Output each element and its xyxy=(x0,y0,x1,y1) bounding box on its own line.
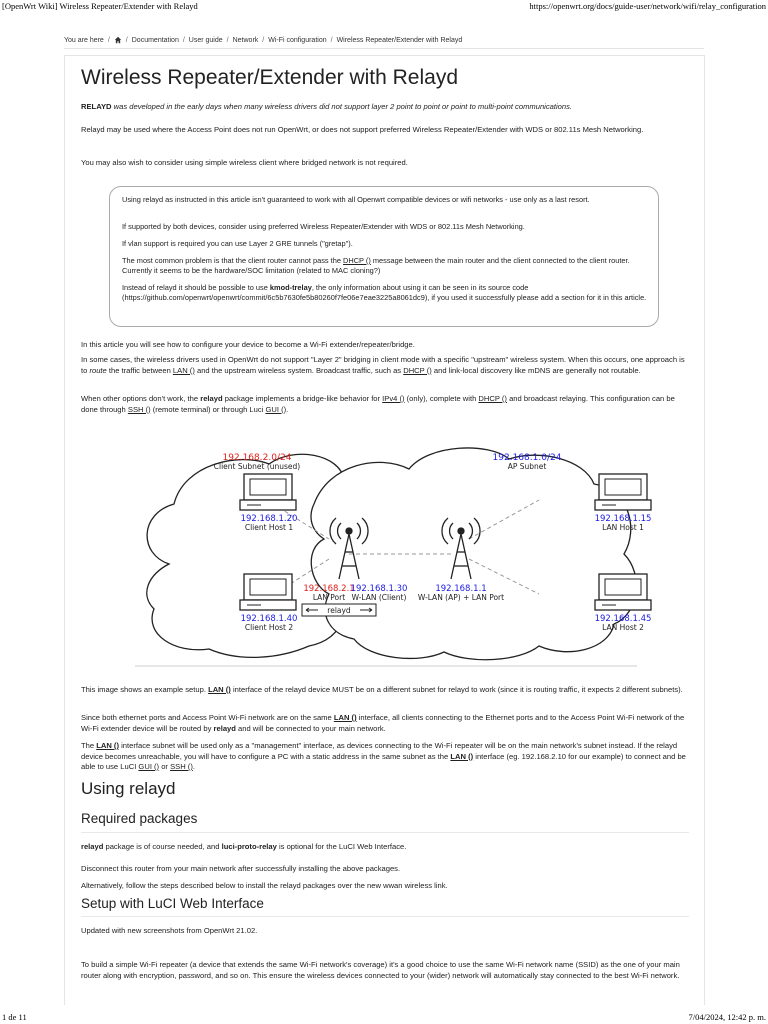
breadcrumb-separator: / xyxy=(107,36,110,44)
print-page-title: [OpenWrt Wiki] Wireless Repeater/Extender with Relayd xyxy=(2,1,198,11)
breadcrumb-documentation[interactable]: Documentation xyxy=(131,36,179,44)
relay-lan-port-label: LAN Port xyxy=(312,593,346,602)
breadcrumb-current-page[interactable]: Wireless Repeater/Extender with Relayd xyxy=(336,36,463,44)
body-text: the traffic between xyxy=(106,365,173,375)
home-icon[interactable] xyxy=(114,36,122,44)
required-packages-paragraph-1 xyxy=(81,842,691,853)
ap-label: W-LAN (AP) + LAN Port xyxy=(417,593,505,602)
body-text: interface of the relayd device MUST be on a different subnet for relayd to work (since it is routing traffic, it expects 2 different subnets). xyxy=(230,685,683,694)
body-paragraph-1: In this article you will see how to configure your device to become a Wi-Fi extender/repeater/bridge. xyxy=(81,340,415,349)
required-packages-paragraph-2: Disconnect this router from your main network after successfully installing the above packages. xyxy=(81,864,401,873)
warning-line-5 xyxy=(122,283,647,303)
kmod-trelay-name: kmod-trelay xyxy=(269,283,312,292)
intro-paragraph-3: You may also wish to consider using simple wireless client where bridged network is not required. xyxy=(81,158,408,167)
lan-link[interactable]: LAN () xyxy=(208,685,231,694)
print-footer xyxy=(0,1010,768,1024)
body-text: In some cases, the wireless drivers used in OpenWrt do not support "Layer 2" bridging in client mode with a specific "upstream" wireless system. When this occurs, one approach is to xyxy=(81,355,685,375)
network-diagram-svg xyxy=(129,434,652,669)
client-host-2-label: Client Host 2 xyxy=(244,623,294,632)
body-text: package is of course needed, and xyxy=(103,842,222,851)
setup-paragraph-1: Updated with new screenshots from OpenWrt 21.02. xyxy=(81,926,258,935)
breadcrumb-network[interactable]: Network xyxy=(232,36,259,44)
warning-line-1: Using relayd as instructed in this article isn't guaranteed to work with all Openwrt compatible devices or wifi networks - use only as a last resort. xyxy=(122,195,590,204)
print-header xyxy=(0,0,768,12)
breadcrumb-user-guide[interactable]: User guide xyxy=(188,36,223,44)
ipv4-link[interactable]: IPv4 () xyxy=(382,394,405,403)
client-host-1-ip: 192.168.1.20 xyxy=(240,514,298,524)
after-paragraph-3 xyxy=(81,741,691,773)
warning-line-4 xyxy=(122,256,647,276)
relayd-name: RELAYD xyxy=(81,102,112,111)
lan-link[interactable]: LAN () xyxy=(96,741,119,750)
relay-lan-port-ip: 192.168.2.1 xyxy=(303,584,355,594)
gui-link[interactable]: GUI () xyxy=(265,404,287,414)
breadcrumb-separator: / xyxy=(330,36,333,44)
breadcrumb-separator: / xyxy=(182,36,185,44)
page-content xyxy=(64,55,705,1005)
setup-paragraph-2: To build a simple Wi-Fi repeater (a device that extends the same Wi-Fi network's coverage) it's a good choice to use the same Wi-Fi network name (SSID) as the one of your main router along with encryption, password, and so on. This ensure the wireless devices connected to your (wider) network will automatically stay connected to the best Wi-Fi network. xyxy=(81,960,680,980)
body-text: interface (eg. 192.168.2.10 for our example) to connect and be able to use LuCI xyxy=(81,751,686,771)
lan-host-1-computer-icon xyxy=(595,474,651,510)
warning-line-3: If vlan support is required you can use Layer 2 GRE tunnels ("gretap"). xyxy=(122,239,353,248)
body-text: This image shows an example setup. xyxy=(81,685,209,694)
body-text: The xyxy=(81,741,97,750)
required-packages-heading: Required packages xyxy=(81,811,198,826)
body-text: When other options don't work, the xyxy=(81,394,201,403)
lan-host-2-computer-icon xyxy=(595,574,651,610)
client-subnet-ip: 192.168.2.0/24 xyxy=(222,453,292,463)
relay-wlan-client-label: W-LAN (Client) xyxy=(351,593,407,602)
dhcp-link[interactable]: DHCP () xyxy=(478,394,507,403)
body-text: (remote terminal) or through Luci xyxy=(150,404,266,414)
lan-link[interactable]: LAN () xyxy=(333,713,357,722)
lan-host-1-label: LAN Host 1 xyxy=(602,523,644,532)
required-packages-paragraph-3: Alternatively, follow the steps described below to install the relayd packages over the new wwan wireless link. xyxy=(81,881,448,890)
after-paragraph-2 xyxy=(81,713,691,734)
ssh-link[interactable]: SSH () xyxy=(127,404,151,414)
client-host-2-ip: 192.168.1.40 xyxy=(240,614,298,624)
ap-subnet-ip: 192.168.1.0/24 xyxy=(492,453,562,463)
section-divider xyxy=(81,832,689,833)
network-diagram xyxy=(129,434,652,669)
dhcp-link[interactable]: DHCP () xyxy=(403,365,432,375)
breadcrumb-separator: / xyxy=(125,36,128,44)
lan-link[interactable]: LAN () xyxy=(172,365,195,375)
using-relayd-heading: Using relayd xyxy=(81,779,176,798)
warning-line-2: If supported by both devices, consider using preferred Wireless Repeater/Extender with WDS or 802.11s Mesh Networking. xyxy=(122,222,525,231)
breadcrumb-divider xyxy=(64,48,704,49)
breadcrumb-prefix: You are here xyxy=(64,36,104,44)
relayd-name: relayd xyxy=(200,394,223,403)
dhcp-link[interactable]: DHCP () xyxy=(343,256,371,265)
warning-line-4-end: message between the main router and the client connected to the client router. Currently it seems to be the hardware/SOC limitation (related to MAC cloning?) xyxy=(122,256,630,275)
client-host-1-computer-icon xyxy=(240,474,296,510)
setup-luci-heading: Setup with LuCI Web Interface xyxy=(81,896,264,911)
breadcrumb-separator: / xyxy=(226,36,229,44)
ssh-link[interactable]: SSH () xyxy=(170,762,193,771)
relayd-package-name: relayd xyxy=(81,842,104,851)
print-date: 7/04/2024, 12:42 p. m. xyxy=(688,1012,766,1022)
luci-proto-relay-name: luci-proto-relay xyxy=(221,842,277,851)
intro-relayd xyxy=(81,102,691,113)
relayd-label: relayd xyxy=(327,606,351,615)
route-emphasis: route xyxy=(89,365,107,375)
warning-line-5-start: Instead of relayd it should be possible to use xyxy=(122,283,270,292)
relayd-history: was developed in the early days when many wireless drivers did not support layer 2 point to point or point to multi-point communications. xyxy=(111,102,573,111)
ap-subnet-label: AP Subnet xyxy=(507,462,547,471)
lan-link[interactable]: LAN () xyxy=(450,751,474,761)
after-paragraph-1 xyxy=(81,685,691,696)
body-text: and the upstream wireless system. Broadcast traffic, such as xyxy=(194,365,404,375)
lan-host-1-ip: 192.168.1.15 xyxy=(594,514,652,524)
body-text: interface subnet will be used only as a "management" interface, as devices connecting to the Wi-Fi repeater will be on the main network's subnet instead. If the relayd device becomes unreachable, you will have to configure a PC with a static address in the same subnet as the xyxy=(81,741,678,761)
ap-ip: 192.168.1.1 xyxy=(435,584,487,594)
body-text: interface, all clients connecting to the Ethernet ports and to the Access Point Wi-Fi network of the Wi-Fi extender device will be routed by xyxy=(81,713,685,733)
body-text: (only), complete with xyxy=(404,394,479,403)
body-text: Since both ethernet ports and Access Point Wi-Fi network are on the same xyxy=(81,713,334,722)
lan-host-2-label: LAN Host 2 xyxy=(602,623,644,632)
breadcrumb xyxy=(64,36,704,44)
warning-line-4-start: The most common problem is that the client router cannot pass the xyxy=(122,256,344,265)
body-paragraph-3 xyxy=(81,394,691,415)
section-divider xyxy=(81,916,689,917)
warning-box xyxy=(109,186,659,327)
intro-paragraph-2: Relayd may be used where the Access Point does not run OpenWrt, or does not support preferred Wireless Repeater/Extender with WDS or 802.11s Mesh Networking. xyxy=(81,125,644,134)
breadcrumb-wifi-configuration[interactable]: Wi-Fi configuration xyxy=(268,36,327,44)
print-page-url: https://openwrt.org/docs/guide-user/network/wifi/relay_configuration xyxy=(529,1,766,11)
client-host-2-computer-icon xyxy=(240,574,296,610)
client-subnet-label: Client Subnet (unused) xyxy=(213,462,301,471)
body-text: and broadcast relaying. This configuration can be done through xyxy=(81,394,675,414)
page-title: Wireless Repeater/Extender with Relayd xyxy=(81,66,458,89)
gui-link[interactable]: GUI () xyxy=(138,762,160,771)
body-text: and will be connected to your main network. xyxy=(235,723,386,733)
client-host-1-label: Client Host 1 xyxy=(244,523,294,532)
breadcrumb-separator: / xyxy=(262,36,265,44)
body-text: or xyxy=(159,762,171,771)
body-text: . xyxy=(286,404,289,414)
body-text: and link-local discovery like mDNS are generally not routable. xyxy=(431,365,641,375)
body-text: is optional for the LuCI Web Interface. xyxy=(276,842,407,851)
warning-line-5-end: , the only information about using it can be seen in its source code (https://github.com/openwrt/openwrt/commit/6c5b7630fe5b80260f7fe06e7eae3225a8061dc9), if you used it successfully please add a section for it in this article. xyxy=(122,283,647,302)
lan-host-2-ip: 192.168.1.45 xyxy=(594,614,652,624)
print-page-number: 1 de 11 xyxy=(2,1012,27,1022)
relayd-name: relayd xyxy=(213,723,236,733)
body-text: . xyxy=(192,762,195,771)
relay-wlan-client-ip: 192.168.1.30 xyxy=(350,584,408,594)
body-text: package implements a bridge-like behavior for xyxy=(222,394,383,403)
body-paragraph-2 xyxy=(81,355,691,376)
